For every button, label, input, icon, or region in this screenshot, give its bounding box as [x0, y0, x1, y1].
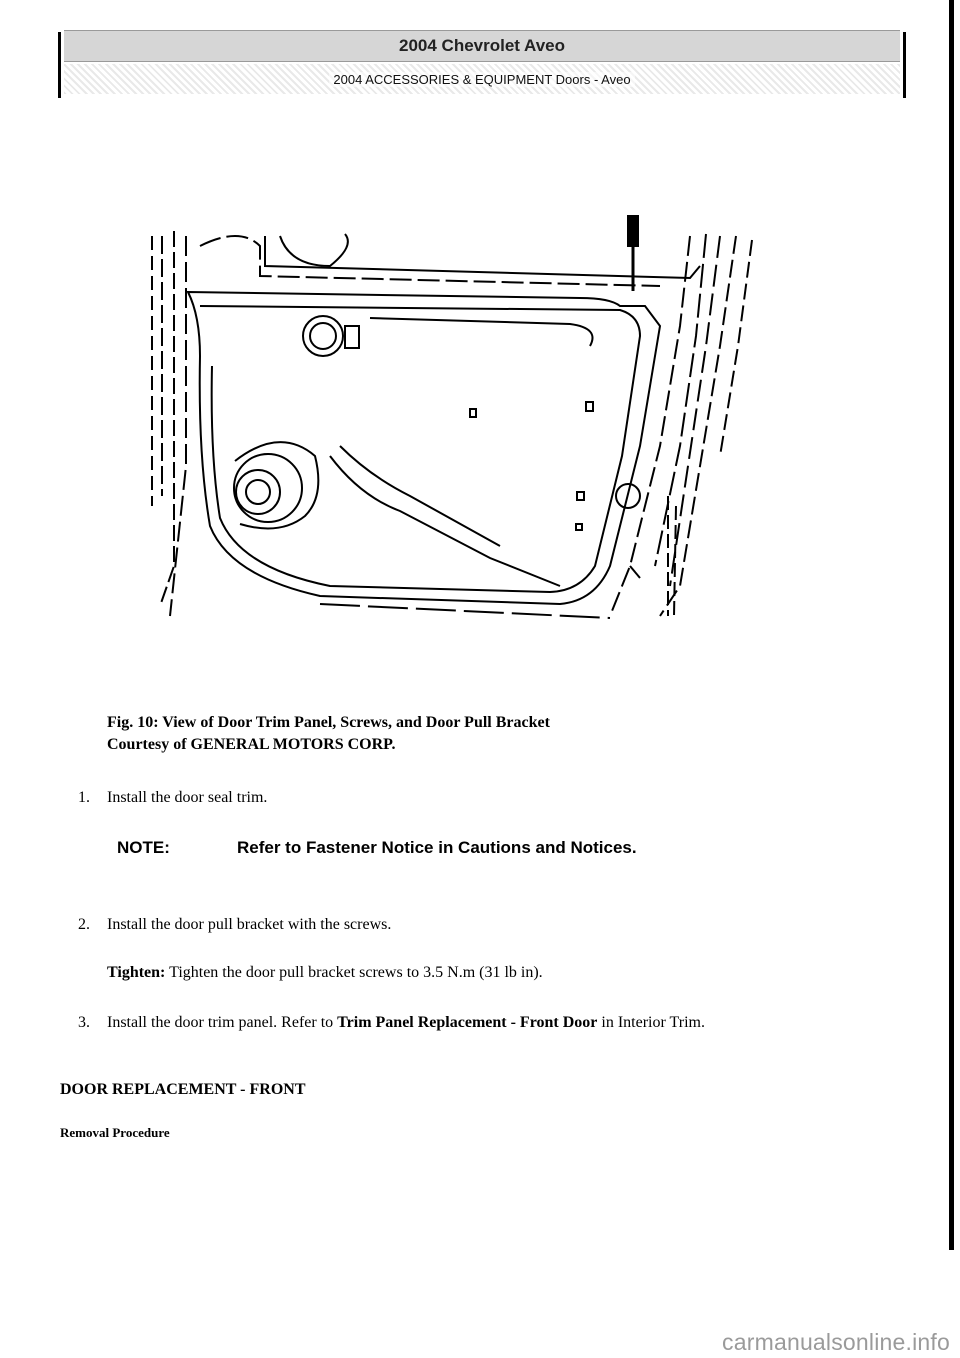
header-left-bar: [58, 32, 61, 98]
step-1: [78, 787, 938, 811]
step-3-text: [107, 1012, 897, 1034]
step-2-number: 2.: [78, 916, 90, 933]
section-title: DOOR REPLACEMENT - FRONT: [60, 1081, 306, 1098]
step-3-text-pre: Install the door trim panel. Refer to: [107, 1014, 338, 1031]
document-title: 2004 Chevrolet Aveo: [399, 36, 565, 55]
tighten-spec: [107, 962, 907, 984]
figure-caption-line1: Fig. 10: View of Door Trim Panel, Screws, and Door Pull Bracket: [107, 714, 550, 731]
step-2-text: Install the door pull bracket with the screws.: [107, 916, 392, 933]
removal-procedure-heading: Removal Procedure: [60, 1125, 170, 1140]
step-3-number: 3.: [78, 1014, 90, 1031]
step-3-text-post: in Interior Trim.: [597, 1014, 705, 1031]
door-trim-panel-drawing: [140, 206, 780, 646]
door-trim-panel-illustration: [140, 206, 780, 646]
step-1-number: 1.: [78, 789, 90, 806]
document-subtitle: 2004 ACCESSORIES & EQUIPMENT Doors - Aveo: [329, 72, 634, 87]
figure-caption-line2: Courtesy of GENERAL MOTORS CORP.: [107, 736, 396, 753]
header-subtitle-band: [64, 64, 900, 94]
step-3: [78, 1012, 908, 1062]
note-label: NOTE:: [117, 838, 170, 857]
figure-caption: [107, 712, 807, 756]
tighten-text: Tighten the door pull bracket screws to 3.5 N.m (31 lb in).: [165, 964, 543, 981]
page-header: [58, 24, 906, 98]
trim-panel-replacement-link[interactable]: Trim Panel Replacement - Front Door: [337, 1014, 598, 1031]
header-right-bar: [903, 32, 906, 98]
step-2: [78, 914, 938, 938]
header-title-band: [64, 30, 900, 62]
site-watermark: carmanualsonline.info: [722, 1329, 950, 1355]
note-text: Refer to Fastener Notice in Cautions and Notices.: [237, 838, 637, 857]
step-1-text: Install the door seal trim.: [107, 789, 268, 806]
page-edge-bar: [949, 0, 954, 1250]
tighten-label: Tighten:: [107, 964, 166, 981]
